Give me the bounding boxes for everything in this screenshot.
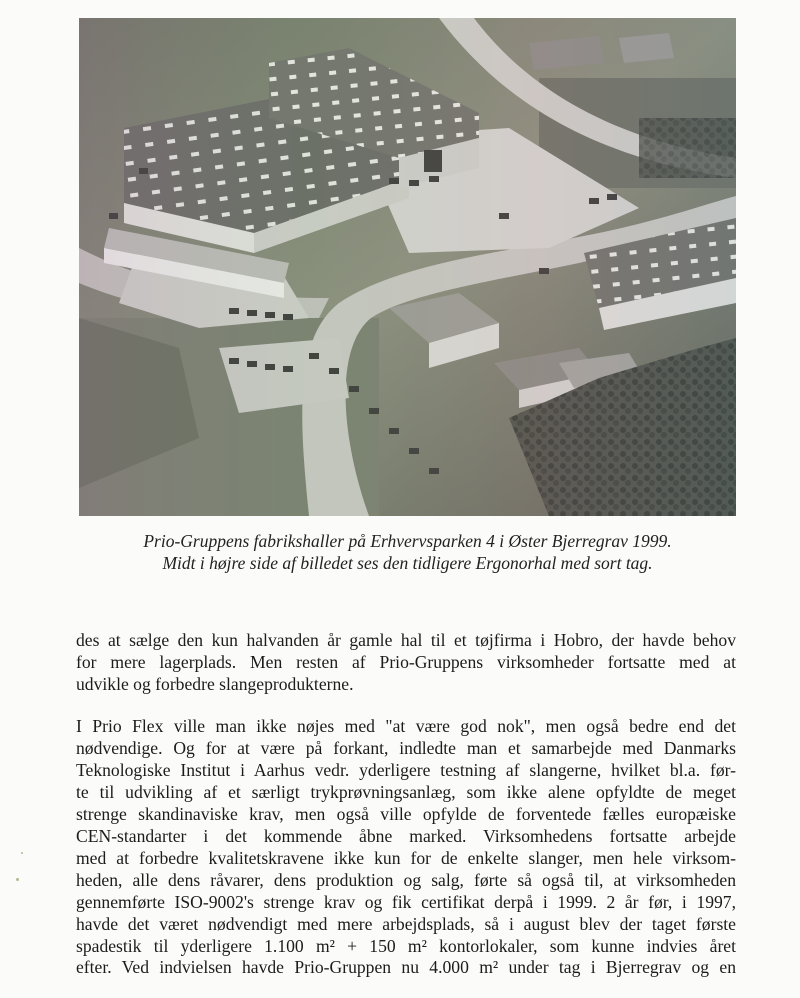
scan-speck bbox=[16, 878, 19, 881]
scan-speck bbox=[21, 852, 23, 854]
text-line: I Prio Flex ville man ikke nøjes med "at være god nok", men også bedre end det bbox=[76, 716, 736, 736]
text-line: strenge skandinaviske krav, men også ville opfylde de forventede fælles europæiske bbox=[76, 803, 736, 824]
text-line: gennemførte ISO-9002's strenge krav og fik certifikat derpå i 1999. 2 år før, i 1997, bbox=[76, 891, 736, 912]
text-line: spadestik til yderligere 1.100 m² + 150 m² kontorlokaler, som kunne indvies året bbox=[76, 935, 736, 956]
body-paragraph-1 bbox=[76, 630, 736, 696]
text-line: Teknologiske Institut i Aarhus vedr. yderligere testning af slangerne, hvilket bl.a. før- bbox=[76, 759, 736, 780]
text-line: CEN-standarter i det kommende åbne marked. Virksomhedens fortsatte arbejde bbox=[76, 825, 736, 846]
text-line: udvikle og forbedre slangeprodukterne. bbox=[76, 673, 354, 694]
body-paragraph-2 bbox=[76, 716, 736, 979]
text-line: nødvendige. Og for at være på forkant, indledte man et samarbejde med Danmarks bbox=[76, 737, 736, 758]
aerial-photo bbox=[79, 18, 736, 516]
text-line: heden, alle dens råvarer, dens produktion og salg, førte så også til, at virksomheden bbox=[76, 869, 736, 890]
caption-line-2: Midt i højre side af billedet ses den tidligere Ergonorhal med sort tag. bbox=[162, 553, 653, 573]
text-line: med at forbedre kvalitetskravene ikke kun for de enkelte slanger, men hele virksom- bbox=[76, 847, 736, 868]
text-line: efter. Ved indvielsen havde Prio-Gruppen nu 4.000 m² under tag i Bjerregrav og en bbox=[76, 957, 736, 978]
text-line: for mere lagerplads. Men resten af Prio-Gruppens virksomheder fortsatte med at bbox=[76, 651, 736, 672]
aerial-photo-drawing bbox=[79, 18, 736, 516]
text-line: des at sælge den kun halvanden år gamle hal til et tøjfirma i Hobro, der havde behov bbox=[76, 630, 736, 650]
text-line: te til udvikling af et særligt trykprøvningsanlæg, som ikke alene opfyldte de meget bbox=[76, 781, 736, 802]
text-line: havde det været nødvendigt med mere arbejdsplads, så i august blev der taget første bbox=[76, 913, 736, 934]
caption-line-1: Prio-Gruppens fabrikshaller på Erhvervsparken 4 i Øster Bjerregrav 1999. bbox=[143, 531, 672, 551]
photo-caption bbox=[79, 530, 736, 574]
